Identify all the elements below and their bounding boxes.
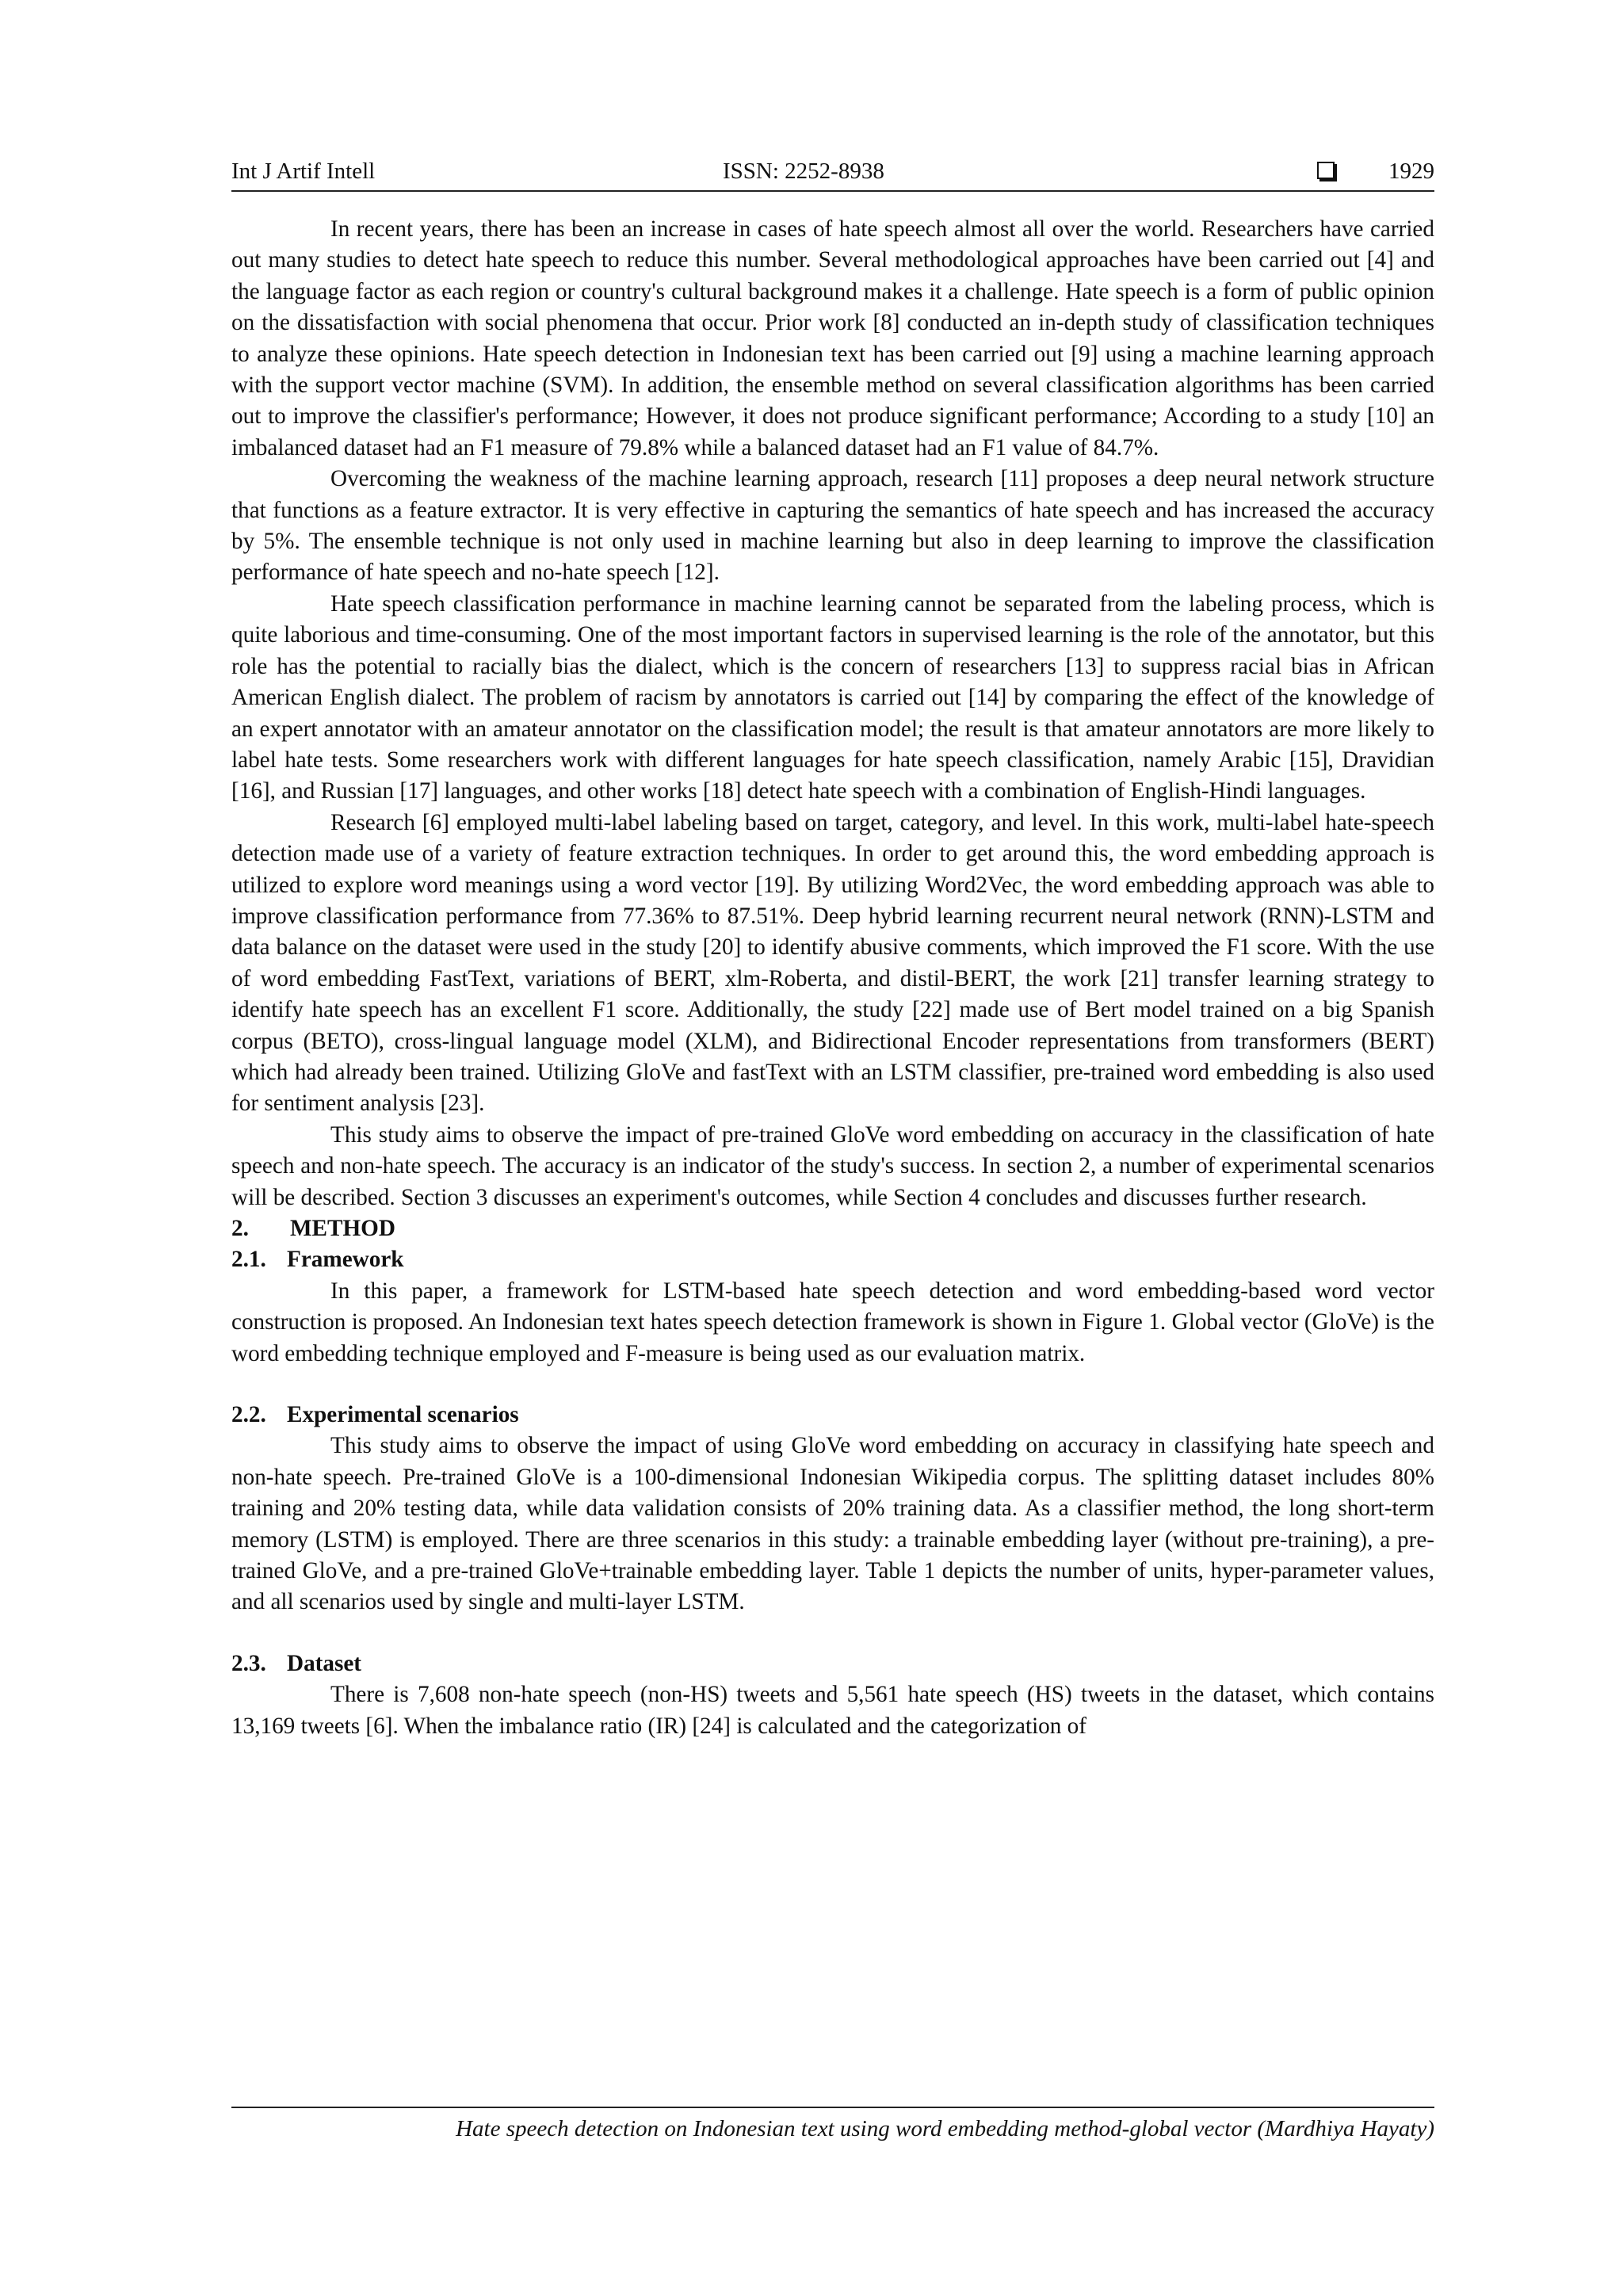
- subsection-title: Experimental scenarios: [287, 1402, 519, 1428]
- subsection-heading-scenarios: [231, 1400, 1434, 1431]
- journal-name: Int J Artif Intell: [231, 159, 376, 184]
- section-number: 2.: [231, 1216, 249, 1241]
- body-text: [231, 214, 1434, 1742]
- subsection-number: 2.2.: [231, 1402, 266, 1428]
- intro-paragraph-5: This study aims to observe the impact of pre-trained GloVe word embedding on accuracy in the classification of hate speech and non-hate speech. The accuracy is an indicator of the study's success. In section 2, a number of experimental scenarios will be described. Section 3 discusses an experiment's outcomes, while Section 4 concludes and discusses further research.: [231, 1121, 1434, 1210]
- intro-paragraph-4: Research [6] employed multi-label labeling based on target, category, and level. In this work, multi-label hate-speech detection made use of a variety of feature extraction techniques. In order to get around this, the word embedding approach is utilized to explore word meanings using a word vector [19]. By utilizing Word2Vec, the word embedding approach was able to improve classification performance from 77.36% to 87.51%. Deep hybrid learning recurrent neural network (RNN)-LSTM and data balance on the dataset were used in the study [20] to identify abusive comments, which improved the F1 score. With the use of word embedding FastText, variations of BERT, xlm-Roberta, and distil-BERT, the work [21] transfer learning strategy to identify hate speech has an excellent F1 score. Additionally, the study [22] made use of Bert model trained on a big Spanish corpus (BETO), cross-lingual language model (XLM), and Bidirectional Encoder representations from transformers (BERT) which had already been trained. Utilizing GloVe and fastText with an LSTM classifier, pre-trained word embedding is also used for sentiment analysis [23].: [231, 809, 1434, 1117]
- section-heading-method: [231, 1213, 1434, 1244]
- paper-page: [231, 0, 1434, 2296]
- section-title: METHOD: [290, 1216, 395, 1241]
- intro-paragraph-2: Overcoming the weakness of the machine learning approach, research [11] proposes a deep neural network structure that functions as a feature extractor. It is very effective in capturing the semantics of hate speech and has increased the accuracy by 5%. The ensemble technique is not only used in machine learning but also in deep learning to improve the classification performance of hate speech and no-hate speech [12].: [231, 466, 1434, 586]
- subsection-title: Framework: [287, 1247, 404, 1273]
- subsection-heading-dataset: [231, 1648, 1434, 1679]
- square-bullet-icon: [1317, 162, 1335, 179]
- page-header: [231, 155, 1434, 192]
- page-number: 1929: [1388, 159, 1434, 184]
- scenarios-paragraph: This study aims to observe the impact of using GloVe word embedding on accuracy in classifying hate speech and non-hate speech. Pre-trained GloVe is a 100-dimensional Indonesian Wikipedia corpus. The splitting dataset includes 80% training and 20% testing data, while data validation consists of 20% training data. As a classifier method, the long short-term memory (LSTM) is employed. There are three scenarios in this study: a trainable embedding layer (without pre-training), a pre-trained GloVe, and a pre-trained GloVe+trainable embedding layer. Table 1 depicts the number of units, hyper-parameter values, and all scenarios used by single and multi-layer LSTM.: [231, 1433, 1434, 1615]
- running-title: Hate speech detection on Indonesian text using word embedding method-global vector (Mardhiya Hayaty): [456, 2116, 1434, 2141]
- subsection-heading-framework: [231, 1244, 1434, 1275]
- intro-paragraph-3: Hate speech classification performance in machine learning cannot be separated from the labeling process, which is quite laborious and time-consuming. One of the most important factors in supervised learning is the role of the annotator, but this role has the potential to racially bias the dialect, which is the concern of researchers [13] to suppress racial bias in African American English dialect. The problem of racism by annotators is carried out [14] by comparing the effect of the knowledge of an expert annotator with an amateur annotator on the classification model; the result is that amateur annotators are more likely to label hate tests. Some researchers work with different languages for hate speech classification, namely Arabic [15], Dravidian [16], and Russian [17] languages, and other works [18] detect hate speech with a combination of English-Hindi languages.: [231, 590, 1434, 804]
- intro-paragraph-1: In recent years, there has been an increase in cases of hate speech almost all over the world. Researchers have carried out many studies to detect hate speech to reduce this number. Several methodological approaches have been carried out [4] and the language factor as each region or country's cultural background makes it a challenge. Hate speech is a form of public opinion on the dissatisfaction with social phenomena that occur. Prior work [8] conducted an in-depth study of classification techniques to analyze these opinions. Hate speech detection in Indonesian text has been carried out [9] using a machine learning approach with the support vector machine (SVM). In addition, the ensemble method on several classification algorithms has been carried out to improve the classifier's performance; However, it does not produce significant performance; According to a study [10] an imbalanced dataset had an F1 measure of 79.8% while a balanced dataset had an F1 value of 84.7%.: [231, 216, 1434, 460]
- subsection-title: Dataset: [287, 1650, 362, 1676]
- framework-paragraph: In this paper, a framework for LSTM-based hate speech detection and word embedding-based word vector construction is proposed. An Indonesian text hates speech detection framework is shown in Figure 1. Global vector (GloVe) is the word embedding technique employed and F-measure is being used as our evaluation matrix.: [231, 1278, 1434, 1366]
- page-footer: [231, 2107, 1434, 2145]
- subsection-number: 2.3.: [231, 1650, 266, 1676]
- dataset-paragraph: There is 7,608 non-hate speech (non-HS) tweets and 5,561 hate speech (HS) tweets in the dataset, which contains 13,169 tweets [6]. When the imbalance ratio (IR) [24] is calculated and the categorization of: [231, 1682, 1434, 1739]
- subsection-number: 2.1.: [231, 1247, 266, 1273]
- issn: ISSN: 2252-8938: [723, 159, 884, 184]
